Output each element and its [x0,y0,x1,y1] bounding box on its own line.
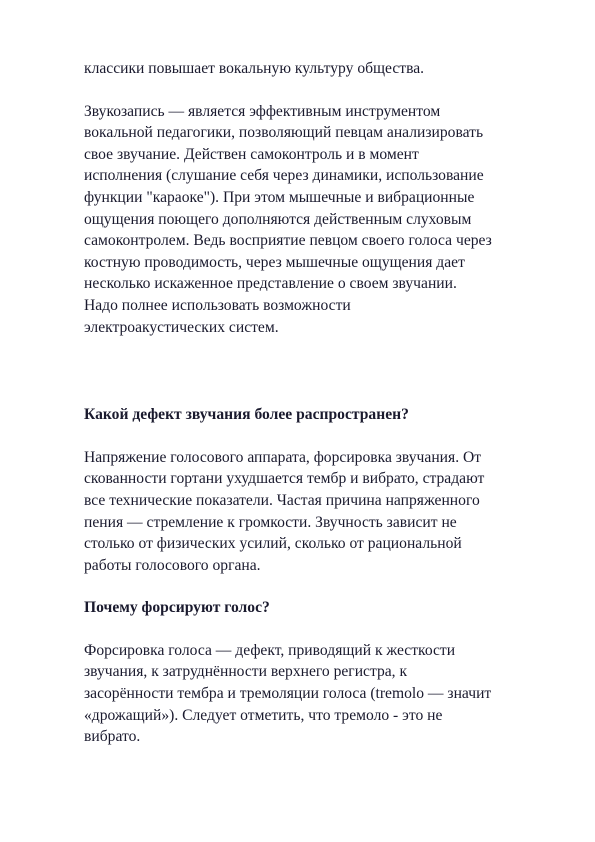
text-line: исполнения (слушание себя через динамики, использование [84,167,484,185]
text-line: все технические показатели. Частая причина напряженного [84,491,480,509]
paragraph-spacer [84,80,554,101]
paragraph-sound-recording [84,101,554,339]
text-line: классики повышает вокальную культуру общества. [84,60,425,77]
paragraph-forcing-answer [84,640,554,748]
heading-defect-question: Какой дефект звучания более распространен? [84,406,409,424]
text-line: ощущения поющего дополняются действенным слуховым [84,210,472,228]
paragraph-intro [84,58,554,80]
paragraph-spacer [84,619,554,640]
text-line: «дрожащий»). Следует отметить, что тремоло - это не [84,706,443,724]
text-line: костную проводимость, через мышечные ощущения дает [84,253,465,271]
text-line: электроакустических систем. [84,318,279,336]
heading-forcing-question: Почему форсируют голос? [84,599,270,617]
text-line: несколько искаженное представление о своем звучании. [84,275,457,293]
text-line: вокальной педагогики, позволяющий певцам анализировать [84,124,484,142]
text-line: пения — стремление к громкости. Звучность зависит не [84,513,457,531]
text-line: Надо полнее использовать возможности [84,296,351,314]
text-line: вибрато. [84,728,141,746]
paragraph-spacer [84,576,554,597]
section-spacer [84,338,554,404]
text-line: скованности гортани ухудшается тембр и вибрато, страдают [84,470,485,488]
paragraph-defect-answer [84,447,554,577]
text-line: функции "караоке"). При этом мышечные и вибрационные [84,188,475,206]
paragraph-spacer [84,426,554,447]
text-line: Напряжение голосового аппарата, форсировка звучания. От [84,448,482,466]
text-line: Звукозапись — является эффективным инструментом [84,102,441,120]
text-line: свое звучание. Действен самоконтроль и в момент [84,145,419,163]
text-line: Форсировка голоса — дефект, приводящий к жесткости [84,641,456,659]
text-line: столько от физических усилий, сколько от рациональной [84,535,462,553]
text-line: работы голосового органа. [84,556,261,574]
text-line: засорённости тембра и тремоляции голоса (tremolo — значит [84,685,492,703]
document-page [84,58,554,748]
text-line: самоконтролем. Ведь восприятие певцом своего голоса через [84,232,492,250]
text-line: звучания, к затруднённости верхнего регистра, к [84,663,408,681]
